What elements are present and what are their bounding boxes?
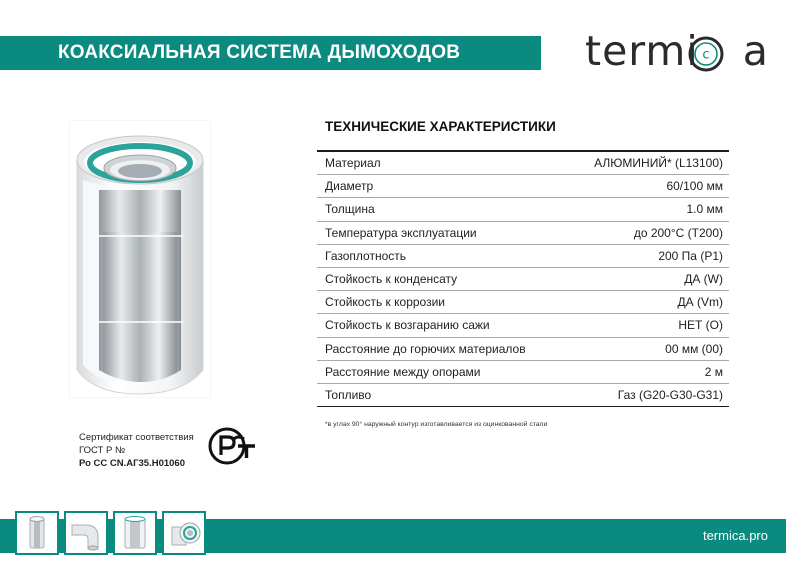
spec-label: Стойкость к конденсату [325, 272, 458, 287]
specs-title: ТЕХНИЧЕСКИЕ ХАРАКТЕРИСТИКИ [325, 119, 556, 134]
spec-value: Газ (G20-G30-G31) [617, 387, 723, 402]
coaxial-pipe-icon [115, 513, 155, 553]
spec-value: 200 Па (Р1) [658, 248, 723, 263]
spec-value: ДА (Vm) [677, 295, 723, 310]
spec-label: Расстояние между опорами [325, 364, 481, 379]
spec-row-soot-fire [317, 314, 729, 337]
spec-label: Расстояние до горючих материалов [325, 341, 526, 356]
spec-value: НЕТ (О) [678, 318, 723, 333]
spec-row-condensate [317, 268, 729, 291]
spec-label: Материал [325, 156, 381, 171]
thumbnail-adapter[interactable] [162, 511, 206, 555]
spec-label: Стойкость к возгаранию сажи [325, 318, 490, 333]
spec-value: 1.0 мм [686, 202, 723, 217]
spec-row-gas-tightness [317, 245, 729, 268]
thumbnail-coaxial-pipe[interactable] [113, 511, 157, 555]
thumbnail-straight-pipe[interactable] [15, 511, 59, 555]
spec-row-fuel [317, 384, 729, 407]
spec-row-distance-combustible [317, 338, 729, 361]
spec-row-diameter [317, 175, 729, 198]
spec-label: Топливо [325, 387, 372, 402]
spec-row-corrosion [317, 291, 729, 314]
spec-row-thickness [317, 198, 729, 221]
certificate-line-2: ГОСТ Р № [79, 445, 126, 456]
thumbnail-elbow[interactable] [64, 511, 108, 555]
spec-row-support-distance [317, 361, 729, 384]
straight-pipe-icon [17, 513, 57, 553]
logo-ring-letter: c [702, 47, 710, 63]
certificate-line-1: Сертификат соответствия [79, 432, 194, 443]
adapter-icon [164, 513, 204, 553]
certificate-number: Ро СС CN.АГ35.Н01060 [79, 458, 185, 469]
spec-value: 60/100 мм [666, 179, 723, 194]
specs-table [317, 150, 729, 407]
spec-row-temperature [317, 222, 729, 245]
spec-row-material [317, 152, 729, 175]
spec-label: Диаметр [325, 179, 374, 194]
page-title: КОАКСИАЛЬНАЯ СИСТЕМА ДЫМОХОДОВ [58, 42, 461, 63]
spec-label: Температура эксплуатации [325, 225, 477, 240]
spec-value: до 200°С (Т200) [633, 225, 723, 240]
certificate-info [79, 431, 194, 470]
logo-wordmark: termi a [585, 27, 769, 75]
rst-certification-icon [208, 427, 256, 465]
coaxial-pipe-image [69, 120, 211, 398]
logo-ring-icon [687, 35, 725, 73]
spec-label: Стойкость к коррозии [325, 295, 445, 310]
spec-value: 00 мм (00) [665, 341, 723, 356]
spec-value: 2 м [704, 364, 723, 379]
material-footnote: *в углах 90° наружный контур изготавливается из оцинкованной стали [325, 421, 548, 428]
spec-label: Толщина [325, 202, 375, 217]
website-link[interactable]: termica.pro [702, 528, 768, 543]
spec-label: Газоплотность [325, 248, 406, 263]
brand-logo[interactable] [585, 26, 769, 76]
spec-value: АЛЮМИНИЙ* (L13100) [594, 156, 723, 171]
elbow-pipe-icon [66, 513, 106, 553]
spec-value: ДА (W) [684, 272, 723, 287]
